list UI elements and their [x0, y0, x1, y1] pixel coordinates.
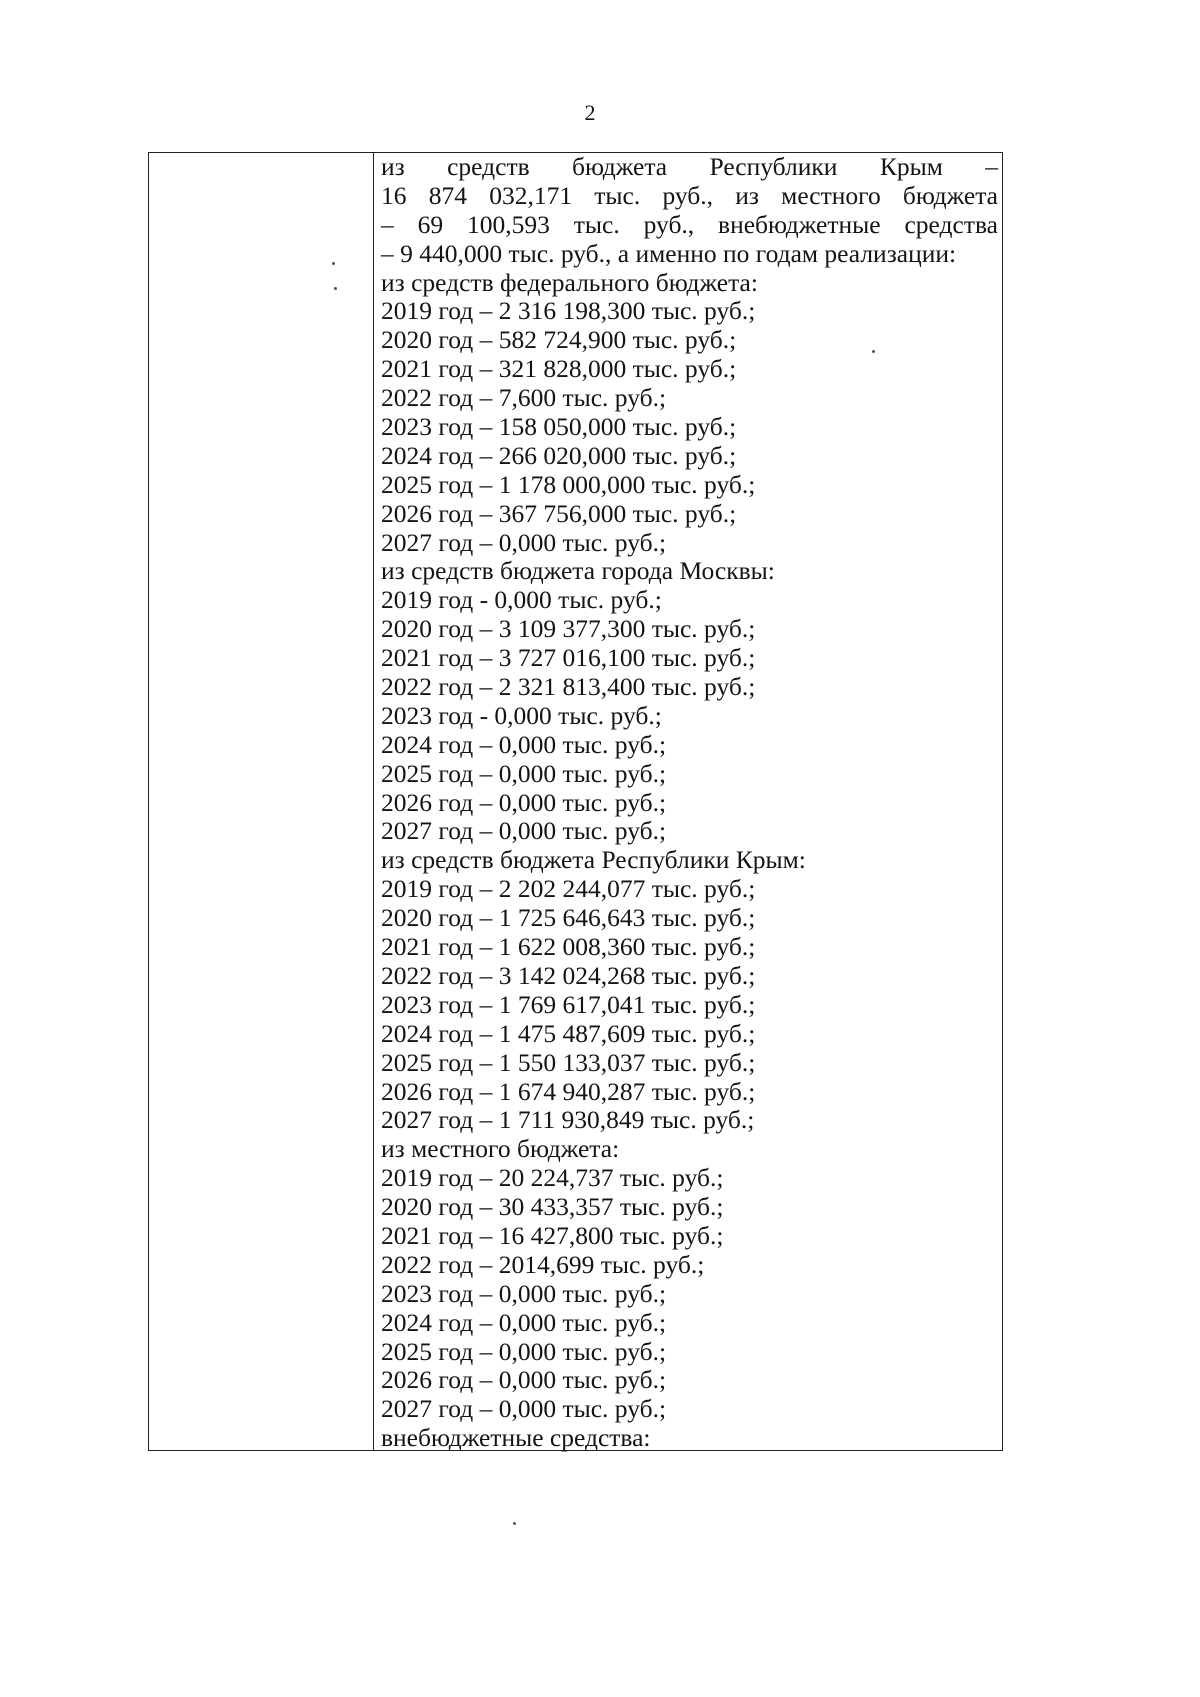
list-item: 2026 год – 0,000 тыс. руб.; — [381, 787, 667, 817]
intro-line: из средств бюджета Республики Крым – — [381, 152, 998, 181]
section-title-crimea: из средств бюджета Республики Крым: — [381, 845, 806, 875]
list-item: 2022 год – 2 321 813,400 тыс. руб.; — [381, 672, 756, 702]
intro-line: 16 874 032,171 тыс. руб., из местного бюджета — [381, 180, 998, 210]
page-number: 2 — [584, 100, 596, 125]
list-item: 2021 год – 1 622 008,360 тыс. руб.; — [381, 932, 756, 962]
list-item: 2026 год – 367 756,000 тыс. руб.; — [381, 498, 737, 528]
list-item: 2027 год – 0,000 тыс. руб.; — [381, 816, 667, 846]
scan-speck — [513, 1522, 516, 1525]
list-item: 2024 год – 0,000 тыс. руб.; — [381, 729, 667, 759]
list-item: 2027 год – 1 711 930,849 тыс. руб.; — [381, 1105, 755, 1135]
list-item: 2027 год – 0,000 тыс. руб.; — [381, 1394, 667, 1424]
list-item: 2023 год – 1 769 617,041 тыс. руб.; — [381, 989, 756, 1019]
table-left-cell — [149, 153, 374, 1450]
table-right-cell — [375, 152, 1002, 1453]
document-table — [148, 152, 1003, 1451]
list-item: 2027 год – 0,000 тыс. руб.; — [381, 527, 667, 557]
list-item: 2021 год – 16 427,800 тыс. руб.; — [381, 1220, 724, 1250]
list-item: 2019 год – 2 202 244,077 тыс. руб.; — [381, 874, 756, 904]
section-title-federal: из средств федерального бюджета: — [381, 267, 758, 297]
list-item: 2021 год – 3 727 016,100 тыс. руб.; — [381, 643, 756, 673]
list-item: 2022 год – 2014,699 тыс. руб.; — [381, 1249, 705, 1279]
list-item: 2026 год – 0,000 тыс. руб.; — [381, 1365, 667, 1395]
list-item: 2026 год – 1 674 940,287 тыс. руб.; — [381, 1076, 756, 1106]
list-item: 2023 год – 158 050,000 тыс. руб.; — [381, 412, 737, 442]
section-title-moscow: из средств бюджета города Москвы: — [381, 556, 775, 586]
list-item: 2024 год – 0,000 тыс. руб.; — [381, 1307, 667, 1337]
list-item: 2020 год – 30 433,357 тыс. руб.; — [381, 1192, 724, 1222]
list-item: 2025 год – 1 178 000,000 тыс. руб.; — [381, 469, 756, 499]
list-item: 2023 год – 0,000 тыс. руб.; — [381, 1278, 667, 1308]
list-item: 2023 год - 0,000 тыс. руб.; — [381, 700, 662, 730]
scan-speck — [872, 350, 875, 353]
list-item: 2025 год – 0,000 тыс. руб.; — [381, 758, 667, 788]
list-item: 2024 год – 266 020,000 тыс. руб.; — [381, 440, 737, 470]
closing-line: внебюджетные средства: — [381, 1423, 651, 1453]
list-item: 2020 год – 3 109 377,300 тыс. руб.; — [381, 614, 756, 644]
list-item: 2022 год – 3 142 024,268 тыс. руб.; — [381, 960, 756, 990]
list-item: 2020 год – 1 725 646,643 тыс. руб.; — [381, 903, 756, 933]
list-item: 2019 год – 2 316 198,300 тыс. руб.; — [381, 296, 756, 326]
list-item: 2019 год – 20 224,737 тыс. руб.; — [381, 1163, 724, 1193]
intro-line: – 69 100,593 тыс. руб., внебюджетные средства — [381, 209, 998, 239]
scan-speck — [332, 262, 335, 265]
list-item: 2024 год – 1 475 487,609 тыс. руб.; — [381, 1018, 756, 1048]
list-item: 2020 год – 582 724,900 тыс. руб.; — [381, 325, 737, 355]
section-title-local: из местного бюджета: — [381, 1134, 620, 1164]
list-item: 2025 год – 0,000 тыс. руб.; — [381, 1336, 667, 1366]
scan-speck — [334, 287, 337, 290]
list-item: 2019 год - 0,000 тыс. руб.; — [381, 585, 662, 615]
list-item: 2025 год – 1 550 133,037 тыс. руб.; — [381, 1047, 756, 1077]
intro-line: – 9 440,000 тыс. руб., а именно по годам реализации: — [381, 238, 957, 268]
list-item: 2022 год – 7,600 тыс. руб.; — [381, 383, 667, 413]
list-item: 2021 год – 321 828,000 тыс. руб.; — [381, 354, 737, 384]
